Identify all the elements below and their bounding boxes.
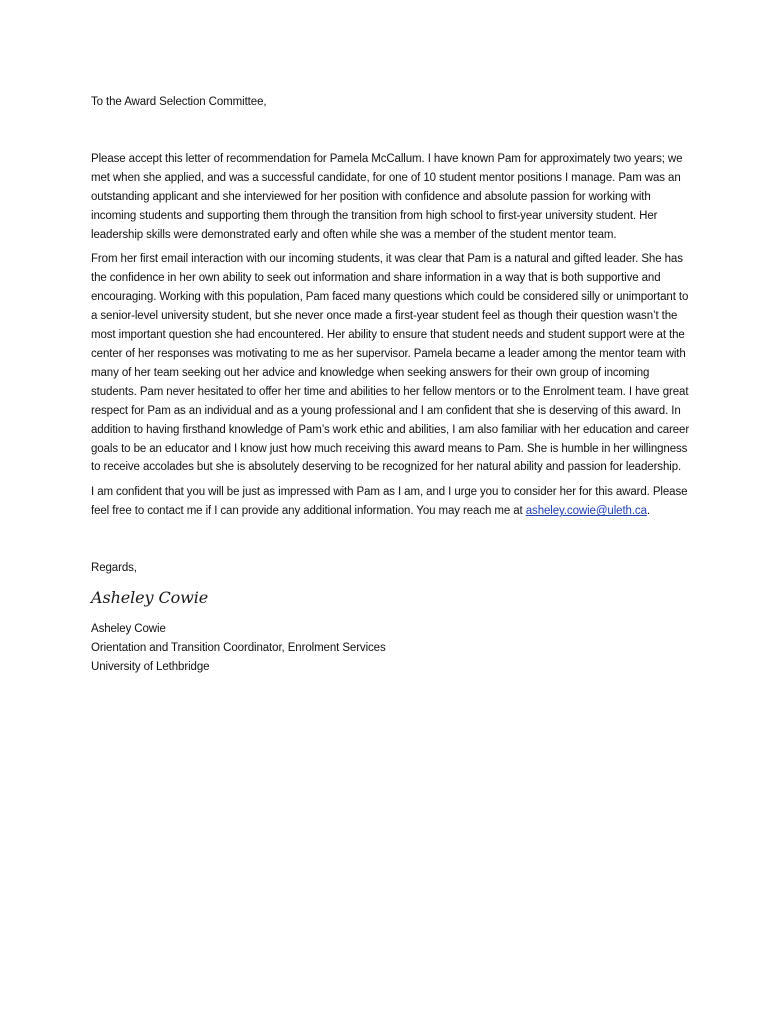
handwritten-signature: Asheley Cowie	[91, 588, 209, 608]
paragraph-contact	[91, 483, 691, 521]
letter-closing: Regards,	[91, 562, 137, 575]
recommendation-letter	[91, 93, 691, 677]
paragraph-leadership: From her first email interaction with our incoming students, it was clear that Pam is a natural and gifted leader. She has the confidence in her own ability to seek out information and share information in a way that is both supportive and encouraging. Working with this population, Pam faced many questions which could be considered silly or unimportant to a senior-level university student, but she never once made a first-year student feel as though their question wasn’t the most important question she had encountered. Her ability to ensure that student needs and student support were at the center of her responses was motivating to me as her supervisor. Pamela became a leader among the mentor team with many of her team seeking out her advice and knowledge when seeking answers for their own group of incoming students. Pam never hesitated to offer her time and abilities to her fellow mentors or to the Enrolment team. I have great respect for Pam as an individual and as a young professional and I am confident that she is deserving of this award. In addition to having firsthand knowledge of Pam’s work ethic and abilities, I am also familiar with her education and career goals to be an educator and I know just how much receiving this award means to Pam. She is humble in her willingness to receive accolades but she is absolutely deserving to be recognized for her natural ability and passion for leadership.	[91, 253, 690, 474]
letter-salutation: To the Award Selection Committee,	[91, 96, 267, 108]
signer-block	[91, 620, 691, 677]
contact-text-end: .	[646, 505, 650, 518]
paragraph-introduction: Please accept this letter of recommendation for Pamela McCallum. I have known Pam for approximately two years; we met when she applied, and was a successful candidate, for one of 10 student mentor positions I manage. Pam was an outstanding applicant and she interviewed for her position with confidence and absolute passion for working with incoming students and supporting them through the transition from high school to first-year university student. Her leadership skills were demonstrated early and often while she was a member of the student mentor team.	[91, 152, 683, 241]
contact-text: I am confident that you will be just as impressed with Pam as I am, and I urge you to consider her for this award. Please feel free to contact me if I can provide any additional information. You may reach me at	[91, 486, 688, 518]
signer-organization: University of Lethbridge	[91, 660, 210, 673]
signer-title: Orientation and Transition Coordinator, Enrolment Services	[91, 641, 386, 654]
signer-name: Asheley Cowie	[91, 623, 166, 636]
email-link[interactable]: asheley.cowie@uleth.ca	[525, 505, 647, 518]
